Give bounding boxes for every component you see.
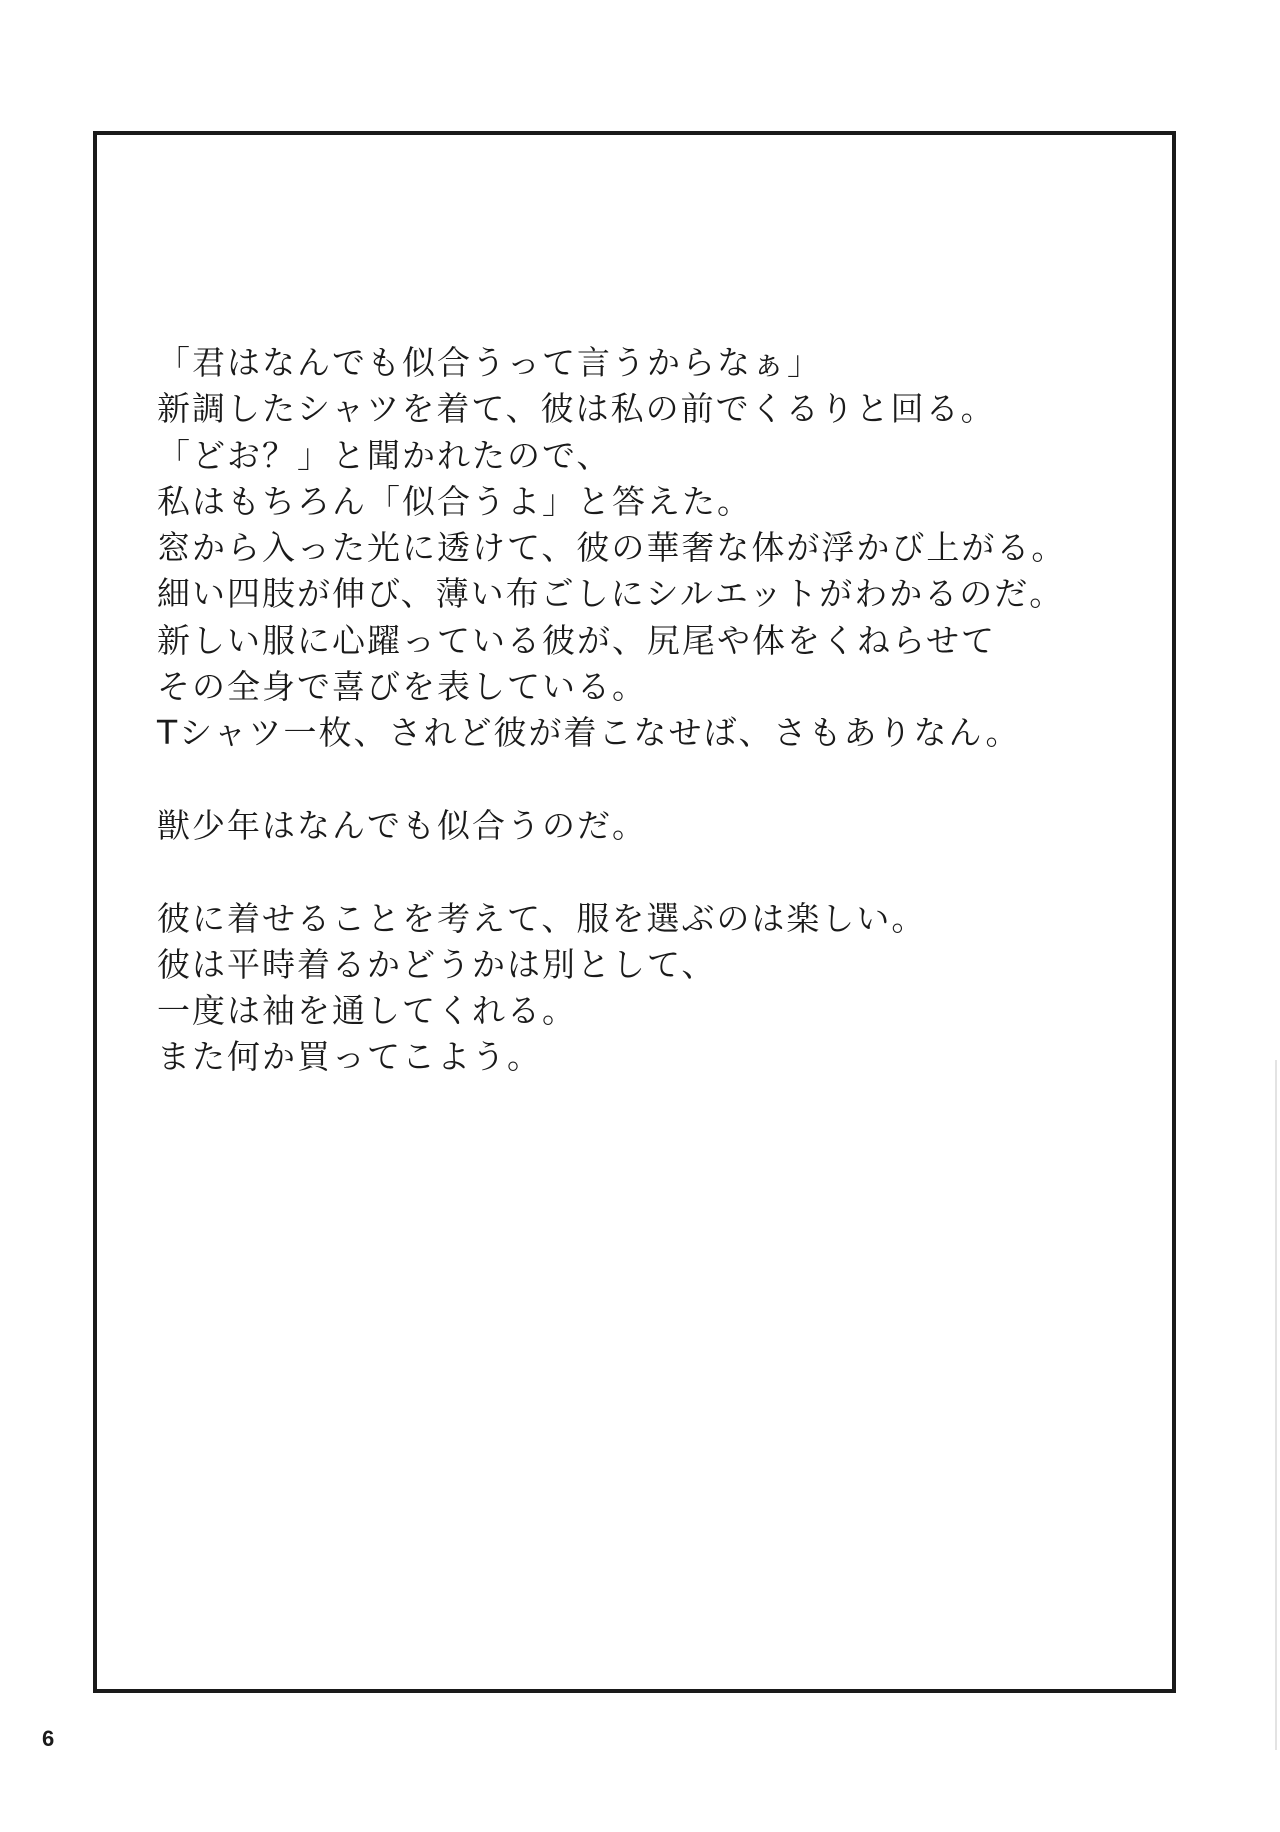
text-line: また何か買ってこよう。 xyxy=(157,1037,542,1077)
text-line: その全身で喜びを表している。 xyxy=(157,667,647,707)
text-line: 細い四肢が伸び、薄い布ごしにシルエットがわかるのだ。 xyxy=(157,574,1065,614)
text-line: 一度は袖を通してくれる。 xyxy=(157,991,577,1031)
paragraph-gap xyxy=(157,757,1117,803)
text-line: 彼に着せることを考えて、服を選ぶのは楽しい。 xyxy=(157,898,927,938)
body-text xyxy=(157,340,1117,1081)
paragraph-gap xyxy=(157,849,1117,895)
page-number: 6 xyxy=(42,1726,55,1751)
text-line: 新調したシャツを着て、彼は私の前でくるりと回る。 xyxy=(157,389,996,429)
text-line: 「君はなんでも似合うって言うからなぁ」 xyxy=(157,343,822,382)
text-line: Tシャツ一枚、されど彼が着こなせば、さもありなん。 xyxy=(157,713,1021,753)
text-line: 私はもちろん「似合うよ」と答えた。 xyxy=(157,481,752,521)
text-line: 「どお？」と聞かれたので、 xyxy=(157,435,612,475)
text-line: 窓から入った光に透けて、彼の華奢な体が浮かび上がる。 xyxy=(157,528,1067,568)
scan-edge-shadow xyxy=(1275,1060,1277,1750)
text-line: 獣少年はなんでも似合うのだ。 xyxy=(157,805,647,845)
text-line: 新しい服に心躍っている彼が、尻尾や体をくねらせて xyxy=(157,620,997,660)
text-line: 彼は平時着るかどうかは別として、 xyxy=(157,944,717,984)
